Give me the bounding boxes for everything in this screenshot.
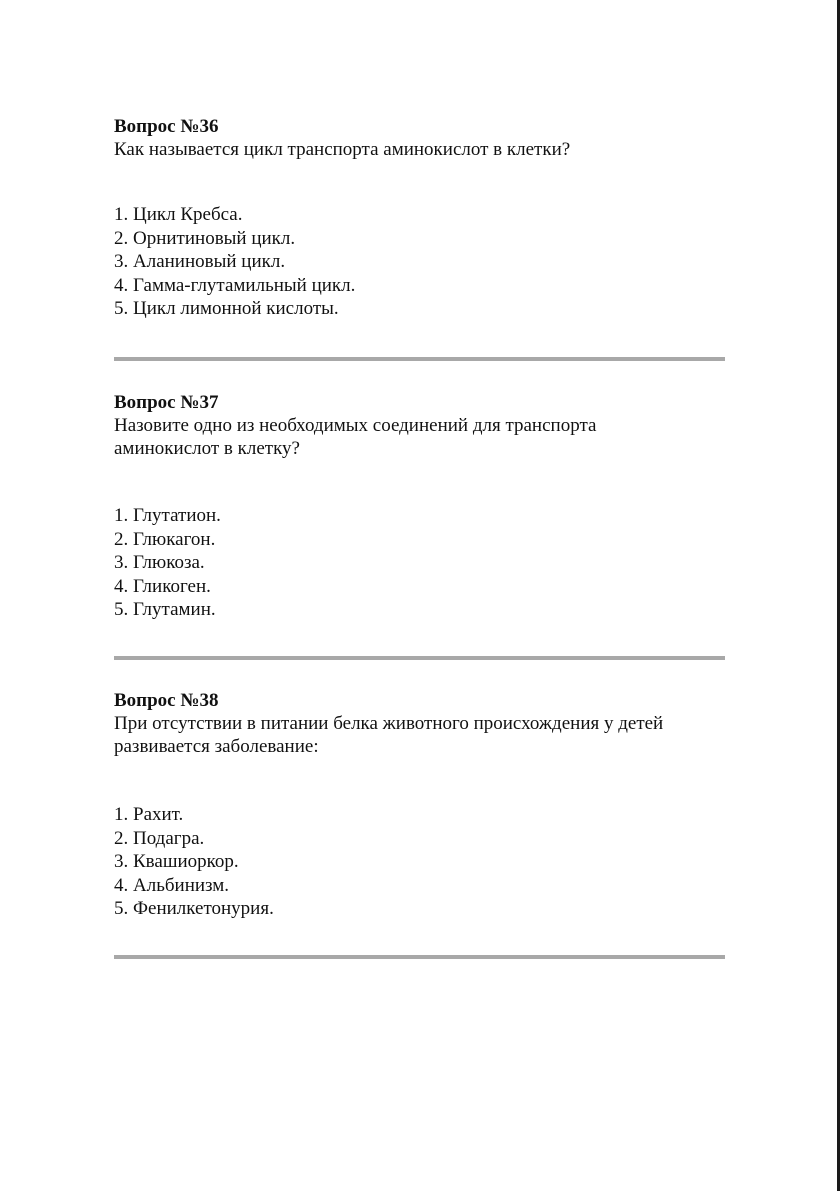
question-36 (114, 115, 734, 319)
answer-option: 2. Подагра. (114, 827, 205, 849)
answer-option: 1. Рахит. (114, 804, 184, 825)
question-37 (114, 391, 734, 620)
answer-option: 4. Альбинизм. (114, 874, 230, 896)
answer-option: 2. Глюкагон. (114, 528, 216, 550)
question-text: Как называется цикл транспорта аминокислот в клетки? (114, 139, 571, 160)
answer-option: 2. Орнитиновый цикл. (114, 227, 296, 249)
answer-option: 4. Гликоген. (114, 575, 211, 597)
question-title: Вопрос №37 (114, 392, 219, 413)
question-text: Назовите одно из необходимых соединений для транспорта аминокислот в клетку? (114, 415, 597, 459)
question-title: Вопрос №38 (114, 690, 219, 711)
answer-option: 3. Аланиновый цикл. (114, 251, 286, 272)
answer-option: 3. Глюкоза. (114, 552, 205, 573)
answer-option: 5. Цикл лимонной кислоты. (114, 298, 339, 319)
question-38 (114, 689, 734, 919)
answer-option: 1. Цикл Кребса. (114, 204, 243, 225)
separator-line (114, 955, 725, 959)
answer-option: 3. Квашиоркор. (114, 851, 239, 872)
answer-option: 5. Фенилкетонурия. (114, 898, 274, 919)
separator-line (114, 656, 725, 660)
question-text: При отсутствии в питании белка животного происхождения у детей развивается заболевание: (114, 713, 664, 757)
answer-option: 4. Гамма-глутамильный цикл. (114, 274, 356, 296)
answer-list (114, 803, 274, 921)
separator-line (114, 357, 725, 361)
answer-list (114, 203, 355, 321)
answer-list (114, 504, 221, 622)
question-title: Вопрос №36 (114, 116, 219, 137)
answer-option: 1. Глутатион. (114, 505, 221, 526)
answer-option: 5. Глутамин. (114, 599, 216, 620)
